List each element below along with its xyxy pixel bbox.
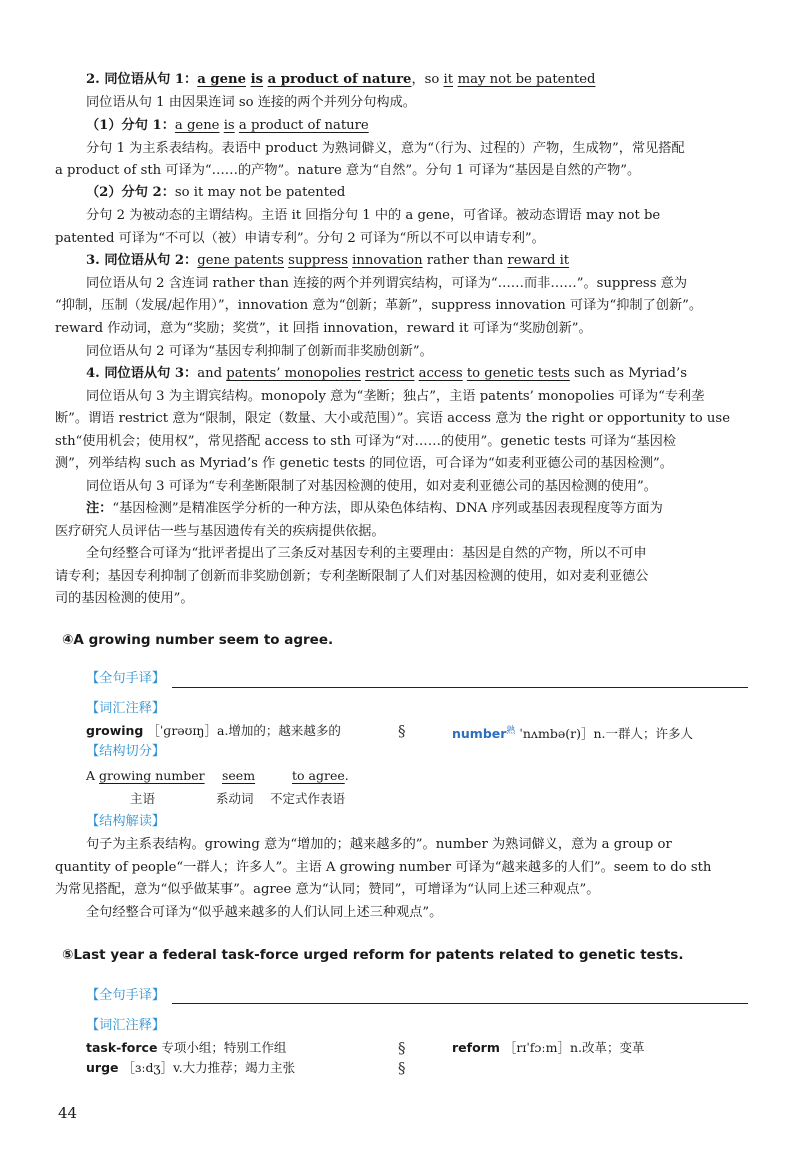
vocab-urge: urge ［ɜːdʒ］v.大力推荐；竭力主张	[86, 1060, 296, 1075]
vocab-task-force: task-force 专项小组；特别工作组	[86, 1040, 287, 1055]
note-line: 注：“基因检测”是精准医学分析的一种方法，即从染色体结构、DNA 序列或基因表现程度等方面为	[86, 501, 663, 516]
paragraph-line: 分句 1 为主系表结构。表语中 product 为熟词僻义，意为“（行为、过程的）产物，生成物”，常见搭配	[86, 141, 685, 156]
tag-vocabulary: 【词汇注释】	[86, 1018, 166, 1033]
split-to-agree: to agree.	[292, 768, 349, 783]
label-subject: 主语	[130, 791, 156, 806]
analysis-line: quantity of people“一群人；许多人”。主语 A growing number 可译为“越来越多的人们”。seem to do sth	[55, 860, 712, 875]
vocab-number: number$^熟$ ˈnʌmbə(r)］n.一群人；许多人	[452, 726, 693, 742]
sub-heading-clause-1: （1）分句 1：a gene is a product of nature	[86, 118, 369, 133]
paragraph-line: 断”。谓语 restrict 意为“限制，限定（数量、大小或范围）”。宾语 access 意为 the right or opportunity to use	[55, 411, 730, 426]
paragraph-line: 同位语从句 2 含连词 rather than 连接的两个并列谓宾结构，可译为“……而非……”。suppress 意为	[86, 276, 688, 291]
paragraph-line: 同位语从句 3 可译为“专利垄断限制了对基因检测的使用，如对麦利亚德公司的基因检测的使用”。	[86, 479, 657, 494]
vocab-reform: reform ［rɪˈfɔːm］n.改革；变革	[452, 1040, 645, 1055]
paragraph-line: reward 作动词，意为“奖励；奖赏”，it 回指 innovation，reward it 可译为“奖励创新”。	[55, 321, 592, 336]
paragraph-line: 分句 2 为被动态的主谓结构。主语 it 回指分句 1 中的 a gene，可省译。被动态谓语 may not be	[86, 208, 661, 223]
paragraph-line: 全句经整合可译为“批评者提出了三条反对基因专利的主要理由：基因是自然的产物，所以不可申	[86, 546, 647, 561]
tag-translation: 【全句手译】	[86, 671, 166, 686]
tag-vocabulary: 【词汇注释】	[86, 701, 166, 716]
vocab-growing: growing ［ˈɡrəʊɪŋ］a.增加的；越来越多的	[86, 723, 341, 738]
heading-appositive-2: 3. 同位语从句 2：gene patents suppress innovation rather than reward it	[86, 253, 570, 268]
sentence-5-title: ⑤Last year a federal task-force urged reform for patents related to genetic tests.	[62, 947, 684, 963]
heading-appositive-1: 2. 同位语从句 1：a gene is a product of nature，so it may not be patented	[86, 72, 596, 87]
paragraph-line: 同位语从句 2 可译为“基因专利抑制了创新而非奖励创新”。	[86, 344, 433, 359]
familiar-word-badge: 熟	[506, 726, 516, 736]
paragraph-line: 医疗研究人员评估一些与基因遗传有关的疾病提供依据。	[55, 524, 385, 539]
sentence-4-title: ④A growing number seem to agree.	[62, 632, 334, 648]
translation-blank-line[interactable]	[172, 687, 748, 688]
label-predicative: 不定式作表语	[270, 791, 346, 806]
separator-glyph: §	[398, 1059, 406, 1077]
tag-structure-split: 【结构切分】	[86, 744, 166, 759]
split-sentence: A growing number	[86, 768, 205, 783]
analysis-line: 句子为主系表结构。growing 意为“增加的；越来越多的”。number 为熟词僻义，意为 a group or	[86, 837, 672, 852]
paragraph-line: 司的基因检测的使用”。	[55, 591, 194, 606]
paragraph-line: a product of sth 可译为“……的产物”。nature 意为“自然”。分句 1 可译为“基因是自然的产物”。	[55, 163, 641, 178]
separator-glyph: §	[398, 1039, 406, 1057]
paragraph-line: 测”，列举结构 such as Myriad’s 作 genetic tests 的同位语，可合译为“如麦利亚德公司的基因检测”。	[55, 456, 673, 471]
sub-heading-clause-2: （2）分句 2：so it may not be patented	[86, 185, 346, 200]
paragraph-line: 同位语从句 3 为主谓宾结构。monopoly 意为“垄断；独占”，主语 patents’ monopolies 可译为“专利垄	[86, 389, 705, 404]
analysis-line: 全句经整合可译为“似乎越来越多的人们认同上述三种观点”。	[86, 905, 443, 920]
paragraph-line: sth“使用机会；使用权”，常见搭配 access to sth 可译为“对……的使用”。genetic tests 可译为“基因检	[55, 434, 677, 449]
heading-appositive-3: 4. 同位语从句 3：and patents’ monopolies restrict access to genetic tests such as Myriad’s	[86, 366, 687, 381]
paragraph-line: 请专利；基因专利抑制了创新而非奖励创新；专利垄断限制了人们对基因检测的使用，如对麦利亚德公	[55, 569, 649, 584]
page-number: 44	[58, 1104, 78, 1122]
analysis-line: 为常见搭配，意为“似乎做某事”。agree 意为“认同；赞同”，可增译为“认同上述三种观点”。	[55, 882, 600, 897]
separator-glyph: §	[398, 722, 406, 740]
translation-blank-line[interactable]	[172, 1003, 748, 1004]
paragraph-line: patented 可译为“不可以（被）申请专利”。分句 2 可译为“所以不可以申请专利”。	[55, 231, 545, 246]
label-linking-verb: 系动词	[216, 791, 254, 806]
paragraph-line: 同位语从句 1 由因果连词 so 连接的两个并列分句构成。	[86, 95, 416, 110]
tag-translation: 【全句手译】	[86, 988, 166, 1003]
tag-structure-analysis: 【结构解读】	[86, 814, 166, 829]
split-seem: seem	[222, 768, 256, 783]
paragraph-line: “抑制，压制（发展/起作用）”，innovation 意为“创新；革新”，suppress innovation 可译为“抑制了创新”。	[55, 298, 703, 313]
